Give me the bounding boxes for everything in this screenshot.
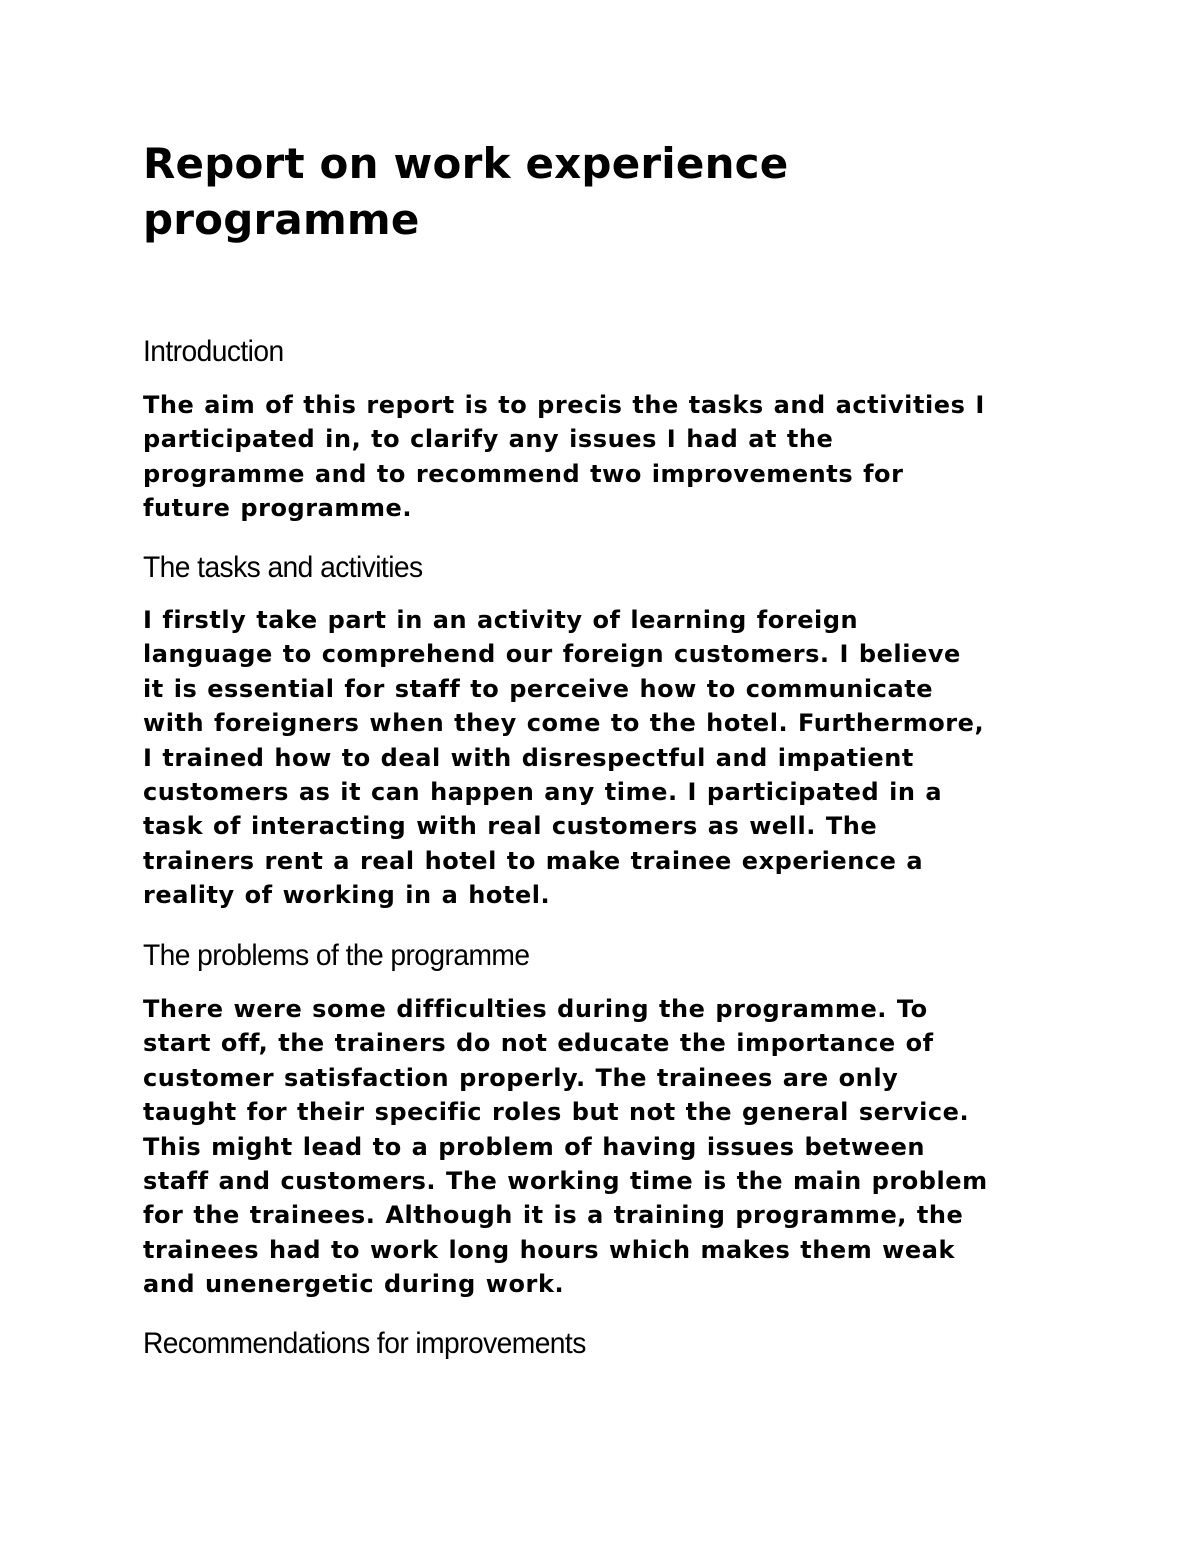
text-line: task of interacting with real customers as well. The [143, 812, 878, 841]
section-heading-recommendations: Recommendations for improvements [143, 1327, 586, 1360]
text-line: I trained how to deal with disrespectful and impatient [143, 743, 914, 772]
text-line: programme and to recommend two improvements for [143, 459, 904, 488]
text-line: There were some difficulties during the programme. To [143, 995, 928, 1023]
title-line: programme [143, 195, 420, 244]
text-line: trainees had to work long hours which makes them weak [143, 1235, 955, 1264]
text-line: customer satisfaction properly. The trainees are only [143, 1063, 899, 1092]
section-heading-tasks: The tasks and activities [143, 551, 423, 584]
title-line: Report on work experience [143, 139, 789, 188]
text-line: future programme. [143, 494, 413, 523]
text-line: participated in, to clarify any issues I had at the [143, 425, 834, 454]
text-line: customers as it can happen any time. I participated in a [143, 778, 943, 807]
text-line: staff and customers. The working time is the main problem [143, 1167, 988, 1196]
text-line: The aim of this report is to precis the tasks and activities I [143, 391, 985, 419]
text-line: taught for their specific roles but not the general service. [143, 1098, 970, 1127]
text-line: for the trainees. Although it is a training programme, the [143, 1201, 964, 1230]
section-body-problems [143, 992, 988, 1302]
section-body-introduction [143, 388, 985, 526]
text-line: with foreigners when they come to the hotel. Furthermore, [143, 709, 985, 738]
text-line: This might lead to a problem of having issues between [143, 1132, 926, 1161]
document-page [143, 136, 1073, 1360]
text-line: I firstly take part in an activity of learning foreign [143, 606, 859, 634]
section-heading-introduction: Introduction [143, 335, 284, 368]
text-line: start off, the trainers do not educate the importance of [143, 1029, 934, 1058]
text-line: it is essential for staff to perceive how to communicate [143, 674, 934, 703]
text-line: reality of working in a hotel. [143, 881, 551, 910]
document-title [143, 136, 1073, 248]
text-line: language to comprehend our foreign customers. I believe [143, 640, 961, 669]
text-line: and unenergetic during work. [143, 1270, 565, 1299]
section-body-tasks [143, 603, 984, 913]
text-line: trainers rent a real hotel to make trainee experience a [143, 846, 924, 875]
section-heading-problems: The problems of the programme [143, 939, 530, 972]
